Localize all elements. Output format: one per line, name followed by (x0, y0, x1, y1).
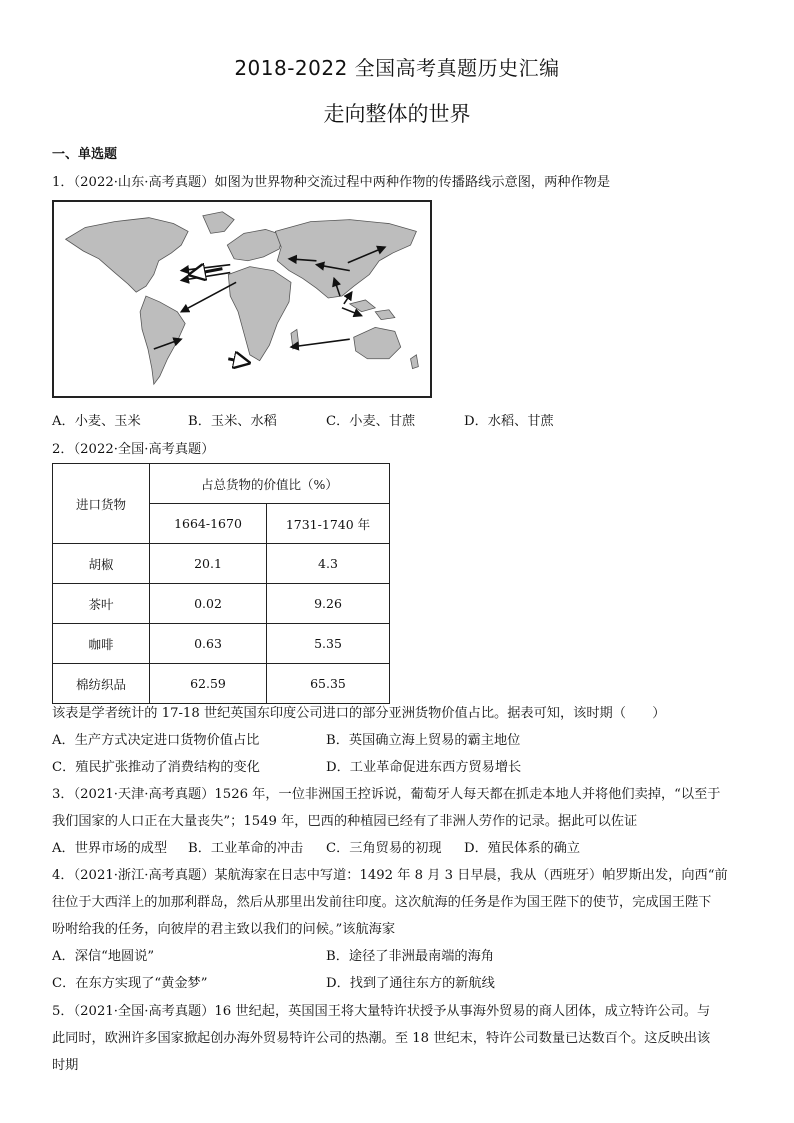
q5-stem-line-1: 5．（2021·全国·高考真题）16 世纪起，英国国王将大量特许状授予从事海外贸易的商人团体，成立特许公司。与 (52, 1004, 711, 1019)
table-cell-value: 9.26 (267, 584, 390, 624)
table-cell-value: 5.35 (267, 624, 390, 664)
q3-option-c[interactable]: C．三角贸易的初现 (326, 841, 442, 856)
document-subtitle: 走向整体的世界 (323, 102, 471, 126)
q3-option-b[interactable]: B．工业革命的冲击 (188, 841, 304, 856)
q1-option-c[interactable]: C．小麦、甘蔗 (326, 414, 416, 429)
q2-note: 该表是学者统计的 17-18 世纪英国东印度公司进口的部分亚洲货物价值占比。据表可知，该时期（ ） (52, 706, 666, 721)
table-row (53, 664, 390, 704)
table-cell-name: 茶叶 (53, 584, 150, 624)
q5-stem-line-3: 时期 (52, 1058, 79, 1073)
table-col-1731: 1731-1740 年 (267, 504, 390, 544)
world-map-illustration (54, 202, 430, 396)
q4-stem-line-2: 往位于大西洋上的加那利群岛，然后从那里出发前往印度。这次航海的任务是作为国王陛下的使节，完成国王陛下 (52, 895, 712, 910)
q1-stem: 1．（2022·山东·高考真题）如图为世界物种交流过程中两种作物的传播路线示意图，两种作物是 (52, 175, 611, 190)
table-col-1664: 1664-1670 (150, 504, 267, 544)
q4-option-b[interactable]: B．途径了非洲最南端的海角 (326, 949, 494, 964)
table-cell-value: 65.35 (267, 664, 390, 704)
q4-stem-line-3: 吩咐给我的任务，向彼岸的君主致以我们的问候。”该航海家 (52, 922, 396, 937)
q4-option-d[interactable]: D．找到了通往东方的新航线 (326, 976, 495, 991)
table-row (53, 624, 390, 664)
q2-data-table (52, 463, 390, 704)
q3-stem-line-1: 3．（2021·天津·高考真题）1526 年，一位非洲国王控诉说，葡萄牙人每天都在抓走本地人并将他们卖掉，“以至于 (52, 787, 721, 802)
q3-stem-line-2: 我们国家的人口正在大量丧失”；1549 年，巴西的种植园已经有了非洲人劳作的记录。据此可以佐证 (52, 814, 638, 829)
q2-stem: 2．（2022·全国·高考真题） (52, 442, 215, 457)
world-map-figure (52, 200, 432, 398)
table-cell-name: 棉纺织品 (53, 664, 150, 704)
q3-option-a[interactable]: A．世界市场的成型 (52, 841, 168, 856)
table-cell-name: 咖啡 (53, 624, 150, 664)
section-heading: 一、单选题 (52, 147, 118, 162)
q1-option-d[interactable]: D．水稻、甘蔗 (464, 414, 554, 429)
table-group-header: 占总货物的价值比（%） (150, 464, 390, 504)
table-row (53, 544, 390, 584)
table-cell-value: 4.3 (267, 544, 390, 584)
q2-option-d[interactable]: D．工业革命促进东西方贸易增长 (326, 760, 522, 775)
q1-option-b[interactable]: B．玉米、水稻 (188, 414, 277, 429)
q4-option-a[interactable]: A．深信“地圆说” (52, 949, 155, 964)
table-cell-value: 62.59 (150, 664, 267, 704)
document-title: 2018-2022 全国高考真题历史汇编 (234, 56, 560, 80)
q2-option-a[interactable]: A．生产方式决定进口货物价值占比 (52, 733, 260, 748)
q2-option-b[interactable]: B．英国确立海上贸易的霸主地位 (326, 733, 521, 748)
q5-stem-line-2: 此同时，欧洲许多国家掀起创办海外贸易特许公司的热潮。至 18 世纪末，特许公司数量已达数百个。这反映出该 (52, 1031, 711, 1046)
table-cell-value: 0.63 (150, 624, 267, 664)
q4-stem-line-1: 4．（2021·浙江·高考真题）某航海家在日志中写道：1492 年 8 月 3 日早晨，我从（西班牙）帕罗斯出发，向西“前 (52, 868, 728, 883)
table-cell-value: 0.02 (150, 584, 267, 624)
q4-option-c[interactable]: C．在东方实现了“黄金梦” (52, 976, 208, 991)
table-row (53, 584, 390, 624)
q1-option-a[interactable]: A．小麦、玉米 (52, 414, 141, 429)
table-cell-name: 胡椒 (53, 544, 150, 584)
table-cell-value: 20.1 (150, 544, 267, 584)
q2-option-c[interactable]: C．殖民扩张推动了消费结构的变化 (52, 760, 260, 775)
q3-option-d[interactable]: D．殖民体系的确立 (464, 841, 581, 856)
table-row-header: 进口货物 (53, 464, 150, 544)
